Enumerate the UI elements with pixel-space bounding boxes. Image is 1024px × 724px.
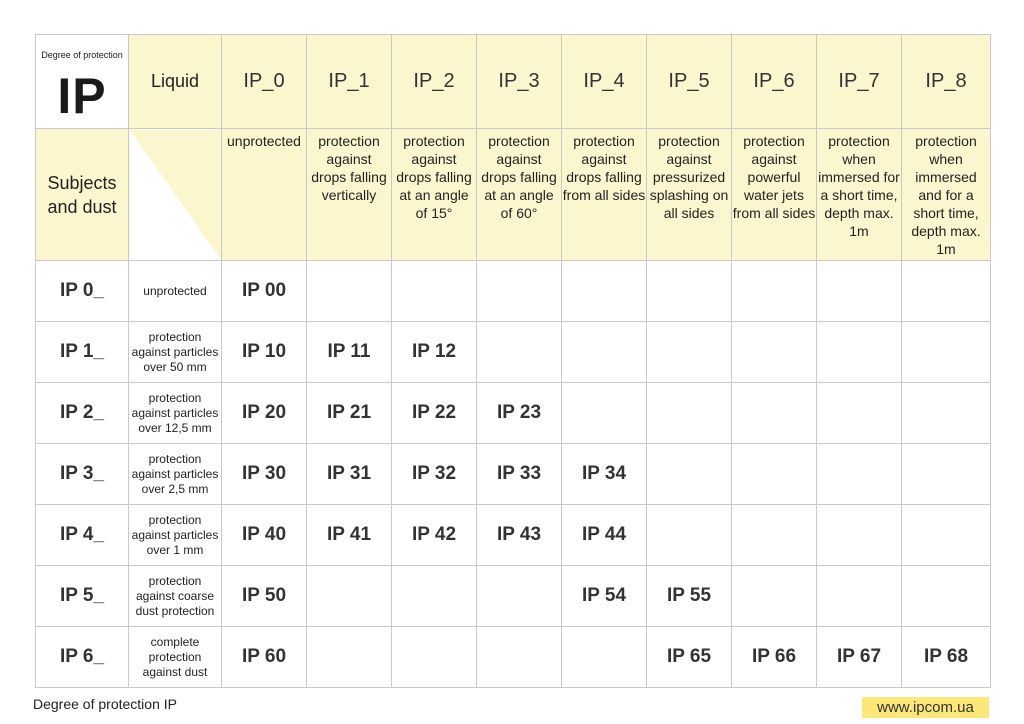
ip-rating-cell — [732, 383, 817, 444]
table-row — [36, 444, 991, 505]
ip-rating-cell — [732, 566, 817, 627]
ip-rating-cell — [307, 261, 392, 322]
column-description: protection when immersed and for a short time, depth max. 1m — [902, 129, 991, 261]
table-row — [36, 261, 991, 322]
row-description: protection against particles over 12,5 mm — [129, 383, 222, 444]
table-row — [36, 322, 991, 383]
corner-cell — [36, 35, 129, 129]
row-description: protection against particles over 2,5 mm — [129, 444, 222, 505]
ip-rating-cell: IP 42 — [392, 505, 477, 566]
ip-rating-cell: IP 50 — [222, 566, 307, 627]
ip-rating-cell — [817, 322, 902, 383]
column-description: protection against drops falling from all sides — [562, 129, 647, 261]
ip-rating-cell — [392, 261, 477, 322]
degree-of-protection-small-label: Degree of protection — [41, 50, 123, 60]
ip-rating-cell — [307, 627, 392, 688]
table-row — [36, 383, 991, 444]
ip-rating-cell — [732, 322, 817, 383]
ip-rating-cell — [902, 444, 991, 505]
ip-rating-cell: IP 12 — [392, 322, 477, 383]
ip-rating-cell: IP 21 — [307, 383, 392, 444]
table-row — [36, 627, 991, 688]
ip-rating-cell — [477, 627, 562, 688]
ip-rating-cell: IP 22 — [392, 383, 477, 444]
column-description: protection against drops falling at an angle of 15° — [392, 129, 477, 261]
ip-rating-cell — [477, 261, 562, 322]
diagonal-split-cell — [129, 129, 222, 261]
column-header: IP_1 — [307, 35, 392, 129]
row-code: IP 2_ — [36, 383, 129, 444]
ip-rating-cell — [817, 261, 902, 322]
column-description: protection against pressurized splashing on all sides — [647, 129, 732, 261]
ip-rating-cell — [817, 505, 902, 566]
ip-rating-cell — [647, 261, 732, 322]
ip-rating-cell: IP 66 — [732, 627, 817, 688]
ip-big-label: IP — [57, 68, 107, 124]
ip-rating-cell — [647, 505, 732, 566]
ip-rating-cell — [307, 566, 392, 627]
row-code: IP 3_ — [36, 444, 129, 505]
ip-rating-cell: IP 23 — [477, 383, 562, 444]
ip-rating-cell — [902, 322, 991, 383]
ip-rating-cell: IP 00 — [222, 261, 307, 322]
ip-rating-cell: IP 33 — [477, 444, 562, 505]
ip-rating-cell: IP 31 — [307, 444, 392, 505]
column-header: IP_5 — [647, 35, 732, 129]
ip-rating-cell — [817, 383, 902, 444]
table-row — [36, 566, 991, 627]
ip-rating-cell — [732, 444, 817, 505]
row-code: IP 4_ — [36, 505, 129, 566]
ip-rating-cell — [477, 566, 562, 627]
column-header: IP_3 — [477, 35, 562, 129]
ip-rating-cell — [817, 444, 902, 505]
ip-rating-cell — [732, 261, 817, 322]
ip-rating-cell — [477, 322, 562, 383]
footer-caption: Degree of protection IP — [33, 696, 177, 712]
column-description: unprotected — [222, 129, 307, 261]
column-header: IP_0 — [222, 35, 307, 129]
liquid-label: Liquid — [129, 35, 222, 129]
row-description: protection against particles over 50 mm — [129, 322, 222, 383]
subjects-and-dust-label: Subjects and dust — [36, 129, 129, 261]
row-description: protection against particles over 1 mm — [129, 505, 222, 566]
ip-rating-cell — [562, 322, 647, 383]
row-description: unprotected — [129, 261, 222, 322]
ip-rating-cell — [902, 566, 991, 627]
ip-rating-cell — [902, 383, 991, 444]
ip-rating-cell — [902, 261, 991, 322]
ip-rating-cell: IP 10 — [222, 322, 307, 383]
ip-rating-cell: IP 68 — [902, 627, 991, 688]
ip-rating-cell — [392, 627, 477, 688]
ip-protection-table — [35, 34, 991, 688]
row-code: IP 1_ — [36, 322, 129, 383]
ip-rating-cell: IP 43 — [477, 505, 562, 566]
ip-rating-cell: IP 40 — [222, 505, 307, 566]
ip-rating-cell — [647, 322, 732, 383]
row-description: complete protection against dust — [129, 627, 222, 688]
column-description: protection against drops falling at an angle of 60° — [477, 129, 562, 261]
row-code: IP 6_ — [36, 627, 129, 688]
row-code: IP 5_ — [36, 566, 129, 627]
column-header: IP_7 — [817, 35, 902, 129]
column-description: protection against drops falling vertically — [307, 129, 392, 261]
ip-rating-cell: IP 44 — [562, 505, 647, 566]
ip-rating-cell: IP 54 — [562, 566, 647, 627]
ip-rating-cell — [647, 444, 732, 505]
ip-rating-cell: IP 34 — [562, 444, 647, 505]
ip-rating-cell: IP 41 — [307, 505, 392, 566]
ip-rating-cell — [817, 566, 902, 627]
ip-rating-cell: IP 65 — [647, 627, 732, 688]
ip-rating-cell: IP 20 — [222, 383, 307, 444]
ip-rating-cell — [562, 383, 647, 444]
ip-rating-cell: IP 30 — [222, 444, 307, 505]
ip-rating-cell — [902, 505, 991, 566]
column-header: IP_4 — [562, 35, 647, 129]
ip-rating-cell — [562, 261, 647, 322]
ip-rating-cell — [647, 383, 732, 444]
ip-rating-cell — [392, 566, 477, 627]
column-header: IP_8 — [902, 35, 991, 129]
ip-rating-cell: IP 67 — [817, 627, 902, 688]
column-description: protection against powerful water jets from all sides — [732, 129, 817, 261]
table-row — [36, 505, 991, 566]
ip-rating-cell: IP 55 — [647, 566, 732, 627]
ip-rating-cell: IP 32 — [392, 444, 477, 505]
column-description: protection when immersed for a short time, depth max. 1m — [817, 129, 902, 261]
ip-rating-cell: IP 60 — [222, 627, 307, 688]
column-header: IP_6 — [732, 35, 817, 129]
row-code: IP 0_ — [36, 261, 129, 322]
website-badge[interactable]: www.ipcom.ua — [862, 697, 989, 718]
ip-rating-cell: IP 11 — [307, 322, 392, 383]
ip-rating-cell — [732, 505, 817, 566]
ip-rating-cell — [562, 627, 647, 688]
row-description: protection against coarse dust protection — [129, 566, 222, 627]
column-header: IP_2 — [392, 35, 477, 129]
